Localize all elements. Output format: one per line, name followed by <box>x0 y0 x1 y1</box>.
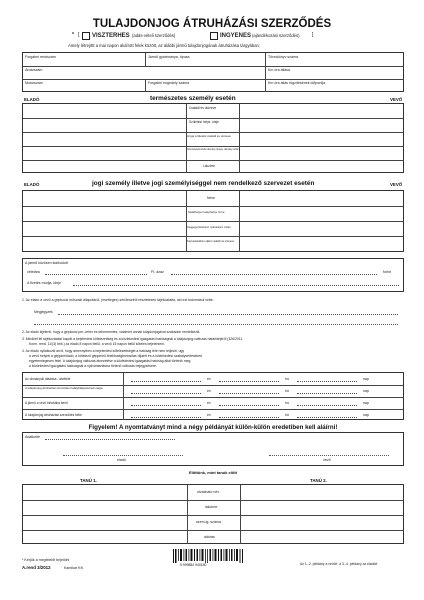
signature-date-input[interactable] <box>45 439 175 440</box>
date-row-1-day[interactable] <box>297 381 357 382</box>
buyer-signature-line[interactable] <box>269 455 389 456</box>
clause-1-remark-input[interactable] <box>58 314 398 315</box>
np-field-name: Családi és utóneve <box>189 106 217 110</box>
clause-1-remark-input-2[interactable] <box>34 324 398 325</box>
date-row-1-ho: hó <box>285 377 289 381</box>
natural-buyer-label: VEVŐ <box>390 97 403 102</box>
field-forgalmi[interactable]: Forgalmi engedély száma <box>148 81 190 85</box>
date-row-3-day[interactable] <box>297 405 357 406</box>
option-ingyenes-note: (ajándékozási szerződés) <box>252 33 300 38</box>
date-row-3-nap: nap <box>363 401 369 405</box>
witness-2-label: TANÚ 2. <box>310 478 327 483</box>
date-row-2-label: A tulajdonjog átruházási szerződés hatálybalépésének napja <box>25 386 103 390</box>
date-row-2-nap: nap <box>363 389 369 393</box>
date-row-2-ev: év <box>207 389 211 393</box>
checkbox-ingyenes[interactable] <box>210 32 218 40</box>
transfer-type-row <box>70 32 360 42</box>
date-row-2-year[interactable] <box>131 393 201 394</box>
clause-4-line-1: 4. Az eladó nyilatkozik arról, hogy amennyiben a bejelentési kötelezettségét a hatóság felé nem teljesíti, úgy <box>22 349 185 353</box>
witness-field-id: szem.ig. száma <box>196 520 221 524</box>
seller-signature-line[interactable] <box>63 455 183 456</box>
legal-seller-label: ELADÓ <box>24 182 40 187</box>
intro-text: Amely létrejött a mai napon alulírott felek között, az alábbi jármű tulajdonjogának átruházása tárgyában: <box>68 43 261 48</box>
publisher: Kamikar Kft. <box>64 566 84 570</box>
witness-field-address: lakcíme <box>205 505 218 509</box>
form-id: A.rend 3/2012 <box>22 565 51 570</box>
clause-1-remark-label: Megjegyzés <box>34 310 53 314</box>
legal-entity-table <box>22 190 404 252</box>
option-viszteres-note: (adás-vételi szerződés) <box>132 33 176 38</box>
field-rendszam[interactable]: Forgalmi rendszám <box>25 55 56 59</box>
date-row-3-month[interactable] <box>219 405 279 406</box>
checkbox-viszteres[interactable] <box>82 32 90 40</box>
witnesses-table <box>22 484 404 544</box>
field-km-idopont[interactable]: Km óra állás rögzítésének időpontja <box>268 81 326 85</box>
date-row-4-year[interactable] <box>131 417 201 418</box>
signature-block <box>22 432 404 466</box>
date-row-1-nap: nap <box>363 377 369 381</box>
form-title: TULAJDONJOG ÁTRUHÁZÁSI SZERZŐDÉS <box>92 18 332 30</box>
witness-field-signature: aláírás <box>204 535 215 539</box>
price-label-ftazaz: Ft, azaz <box>151 270 164 274</box>
np-field-id: Személyazonosító okmány típusa, okmány száma <box>187 148 241 151</box>
price-amount-input[interactable] <box>45 274 147 275</box>
date-row-1-year[interactable] <box>131 381 201 382</box>
clause-2: 2. Az eladó kijelenti, hogy a gépkocsi per-,teher és tehermentes, valamint annak tulajdonjogával szabadon rendelkezik. <box>22 330 201 334</box>
date-row-2-day[interactable] <box>297 393 357 394</box>
payment-label: A fizetés módja, ideje <box>27 281 61 285</box>
date-row-2-month[interactable] <box>219 393 279 394</box>
field-torzskonyv[interactable]: Törzskönyv száma <box>268 55 298 59</box>
clause-3-line-1: 3. Mindkét fél tájékoztatást kapott a bejelentési kötelezettség és a közlekedési igazgatási hatóságnál a tulajdonjog-változás határidejéről (326/2011. <box>22 337 244 341</box>
clause-3-line-2: Korm. rend. 11/(3) bek.) az eladó 8 napon belül, a vevő 15 napon belül köteles bejelenteni. <box>29 342 165 346</box>
price-label-vetelara: vételára <box>27 270 40 274</box>
np-field-mother: Anyja születési családi és utóneve <box>187 134 232 138</box>
seller-signature-label: eladó <box>117 458 126 462</box>
date-row-1-label: Az okmányok átadása - átvétele <box>25 377 71 381</box>
field-alvazszam[interactable]: Alvázszám <box>25 68 43 72</box>
np-field-address: Lakcíme <box>203 164 216 168</box>
natural-person-heading: természetes személy esetén <box>150 95 236 102</box>
date-row-1-month[interactable] <box>219 381 279 382</box>
le-field-seat: Székhelye/ telephelye címe <box>188 210 225 214</box>
witness-1-label: TANÚ 1. <box>80 478 97 483</box>
footer-note: * Kérjük a megfelelőt bejelölni <box>22 558 70 562</box>
date-row-4-day[interactable] <box>297 417 357 418</box>
clause-1: 1. Az eladó a vevő a gépkocsi műszaki állapotáról, (esetleges) sérüléseiről részletesen tájékoztatta, aki ezt tudomásul vette. <box>22 298 214 302</box>
bracket-open: [ <box>78 32 80 38</box>
field-motorszam[interactable]: Motorszám <box>25 81 43 85</box>
clause-4-line-2: a vevő helyett a gépjárműadó, a kötelező gépjármű-felelősségbiztosítás díjáért és a közlekedési szabálysértésekért <box>29 354 203 358</box>
buyer-signature-label: vevő <box>323 458 331 462</box>
signature-date-label: Adatkelte <box>25 435 40 439</box>
natural-seller-label: ELADÓ <box>24 97 40 102</box>
date-row-4-ho: hó <box>285 413 289 417</box>
price-label-intro: A jármű közösen kialkudott <box>25 261 68 265</box>
legal-buyer-label: VEVŐ <box>390 182 403 187</box>
le-field-representative: Képviseletében eljáró családi és utóneve <box>187 240 235 243</box>
dates-table <box>22 372 404 420</box>
field-km-allas[interactable]: Km óra állása <box>268 68 290 72</box>
legal-entity-heading: jogi személy illetve jogi személyiséggel nem rendelkező szervezet esetén <box>92 180 315 187</box>
copies-note: Az 1.-2. példány a vevőé, a 3.-4. példány az eladóé. <box>300 562 379 566</box>
le-field-regno: Cégjegyzékszám/ nyilvántart. szám <box>187 225 231 229</box>
witnesses-heading: Előttünk, mint tanúk előtt <box>189 470 237 475</box>
clause-4-line-4: a közlekedési igazgatási hatóságnál a nyilvántartásba történő változás bejegyzésére. <box>29 364 157 368</box>
date-row-4-ev: év <box>207 413 211 417</box>
barcode-number: 5 999884 940180 <box>180 563 207 567</box>
price-label-forint: forint <box>383 270 391 274</box>
clause-4-line-3: egyetemlegesen felel. A tulajdonjog változás átvezetése a közlekedési igazgatási hatóság által történik meg. <box>29 359 192 363</box>
date-row-4-label: A tulajdonjog átruházási szerződés kelte <box>25 413 82 417</box>
date-row-4-nap: nap <box>363 413 369 417</box>
price-block <box>22 258 404 292</box>
le-field-name: Neve <box>207 196 215 200</box>
vehicle-data-table <box>22 52 404 92</box>
option-ingyenes-label: INGYENES <box>220 33 252 39</box>
barcode <box>172 549 244 569</box>
payment-input[interactable] <box>73 285 399 286</box>
price-words-input[interactable] <box>171 274 377 275</box>
date-row-3-year[interactable] <box>131 405 201 406</box>
date-row-1-ev: év <box>207 377 211 381</box>
bracket-close: ] <box>312 32 314 38</box>
warning-text: Figyelem! A nyomtatványt mind a négy példányát külön-külön eredetiben kell aláírni! <box>88 424 338 431</box>
witness-field-name: olvasható név <box>197 490 220 494</box>
date-row-3-label: A jármű a vevő birtokába kerül <box>25 401 68 405</box>
field-gyartmany[interactable]: Jármű gyártmánya, típusa <box>148 55 190 59</box>
np-field-birth: Születési helye, ideje <box>189 120 219 124</box>
option-viszteres-label: VISZTERHES <box>92 33 130 39</box>
date-row-3-ev: év <box>207 401 211 405</box>
date-row-3-ho: hó <box>285 401 289 405</box>
date-row-2-ho: hó <box>285 389 289 393</box>
barcode-icon <box>172 549 244 563</box>
natural-person-table <box>22 103 404 173</box>
date-row-4-month[interactable] <box>219 417 279 418</box>
marker: * <box>72 32 74 38</box>
